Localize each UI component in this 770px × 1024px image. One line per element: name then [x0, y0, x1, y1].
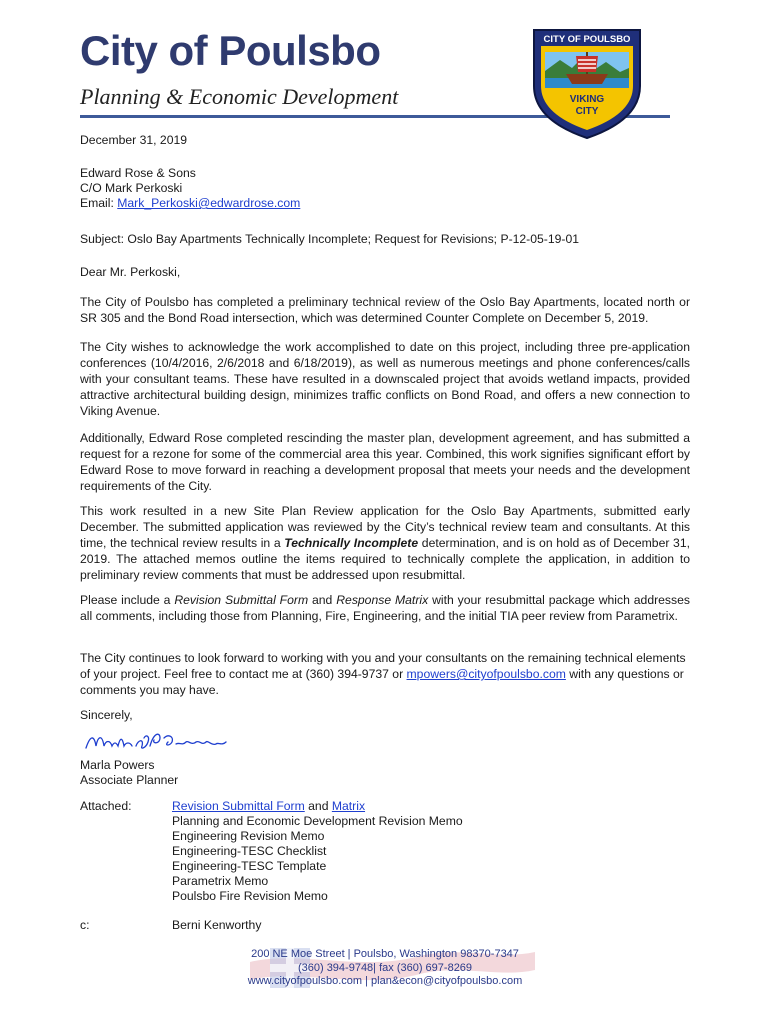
paragraph-2: The City wishes to acknowledge the work accomplished to date on this project, including three pre-application conferences (10/4/2016, 2/6/2018 and 6/18/2019), as well as numerous meetings and phone conferences/calls with your consultant teams. These have resulted in a downscaled project that avoids wetland impacts, provided attractive architectural building design, minimizes traffic conflicts on Bond Road, and offers a new connection to Viking Avenue. — [80, 340, 690, 418]
signer-block — [80, 758, 690, 788]
footer-phone: (360) 394-9748| fax (360) 697-8269 — [297, 961, 473, 974]
department-name: Planning & Economic Development — [80, 84, 399, 109]
footer — [200, 948, 570, 989]
signature — [84, 728, 234, 756]
response-matrix-emphasis: Response Matrix — [336, 593, 429, 607]
cc-name: Berni Kenworthy — [172, 918, 262, 932]
paragraph-4-text-a: This work resulted in a new Site Plan Review application for the Oslo Bay Apartments, submitted early December. The submitted application was reviewed by the City’s technical review team and consultants. At this time, the technical review results in a — [80, 504, 690, 550]
seal-top-text: CITY OF POULSBO — [543, 34, 631, 45]
attachments-list — [172, 799, 463, 904]
paragraph-1: The City of Poulsbo has completed a preliminary technical review of the Oslo Bay Apartments, located north or SR 305 and the Bond Road intersection, which was determined Counter Complete on December 5, 2019. — [80, 295, 690, 325]
attachment-item-forms — [172, 799, 463, 814]
email-label: Email: — [80, 196, 118, 210]
page-title: City of Poulsbo — [80, 27, 381, 74]
revision-submittal-form-link[interactable]: Revision Submittal Form — [172, 799, 305, 813]
attachment-item: Engineering-TESC Template — [172, 859, 327, 873]
paragraph-6 — [80, 650, 690, 698]
paragraph-4-text-b: determination, and is on hold as of December 31, 2019. The attached memos outline the items required to technically complete the application, in addition to preliminary review comments that must be addressed upon resubmittal. — [80, 536, 690, 582]
paragraph-6-text-a: The City continues to look forward to working with you and your consultants on the remaining technical elements of your project. Feel free to contact me at (360) 394-9737 or — [80, 651, 686, 681]
signer-name: Marla Powers — [80, 758, 155, 772]
paragraph-5-text-b: with your resubmittal package which addresses all comments, including those from Planning, Fire, Engineering, and the initial TIA peer review from Parametrix. — [80, 593, 690, 623]
paragraph-4 — [80, 503, 690, 583]
closing: Sincerely, — [80, 708, 133, 722]
attachment-item: Engineering Revision Memo — [172, 829, 325, 843]
attachment-item: Poulsbo Fire Revision Memo — [172, 889, 328, 903]
subject-line: Subject: Oslo Bay Apartments Technically Incomplete; Request for Revisions; P-12-05-19-01 — [80, 232, 580, 246]
recipient-block — [80, 166, 690, 211]
seal-bottom-text-2: CITY — [575, 106, 599, 117]
attachments-label: Attached: — [80, 799, 132, 813]
technically-incomplete-emphasis: Technically Incomplete — [284, 536, 419, 550]
attachment-item: Engineering-TESC Checklist — [172, 844, 327, 858]
salutation: Dear Mr. Perkoski, — [80, 265, 181, 279]
paragraph-5-text-a: Please include a — [80, 593, 175, 607]
attachment-item: Parametrix Memo — [172, 874, 269, 888]
paragraph-5-and: and — [308, 593, 337, 607]
seal-bottom-text-1: VIKING — [569, 94, 605, 105]
footer-address: 200 NE Moe Street | Poulsbo, Washington 98370-7347 — [251, 948, 519, 960]
letter-date: December 31, 2019 — [80, 133, 188, 147]
cc-label: c: — [80, 918, 90, 932]
attachment-item: Planning and Economic Development Revision Memo — [172, 814, 463, 828]
matrix-link[interactable]: Matrix — [331, 799, 366, 813]
paragraph-3: Additionally, Edward Rose completed rescinding the master plan, development agreement, and has submitted a request for a rezone for some of the commercial area this year. Combined, this work signifies significant effort by Edward Rose to move forward in reaching a development proposal that meets your needs and the development requirements of the City. — [80, 431, 690, 493]
revision-form-emphasis: Revision Submittal Form — [174, 593, 309, 607]
signer-title: Associate Planner — [80, 773, 179, 787]
recipient-attention: C/O Mark Perkoski — [80, 181, 183, 195]
recipient-email-link[interactable]: Mark_Perkoski@edwardrose.com — [117, 196, 301, 210]
contact-email-link[interactable]: mpowers@cityofpoulsbo.com — [406, 667, 566, 681]
paragraph-6-text-b: with any questions or comments you may have. — [80, 667, 684, 697]
footer-web: www.cityofpoulsbo.com | plan&econ@cityofpoulsbo.com — [247, 975, 523, 987]
city-seal-logo — [528, 16, 646, 140]
attachment-and: and — [304, 799, 332, 813]
recipient-email-line — [80, 196, 690, 211]
recipient-company: Edward Rose & Sons — [80, 166, 196, 180]
paragraph-5 — [80, 592, 690, 624]
